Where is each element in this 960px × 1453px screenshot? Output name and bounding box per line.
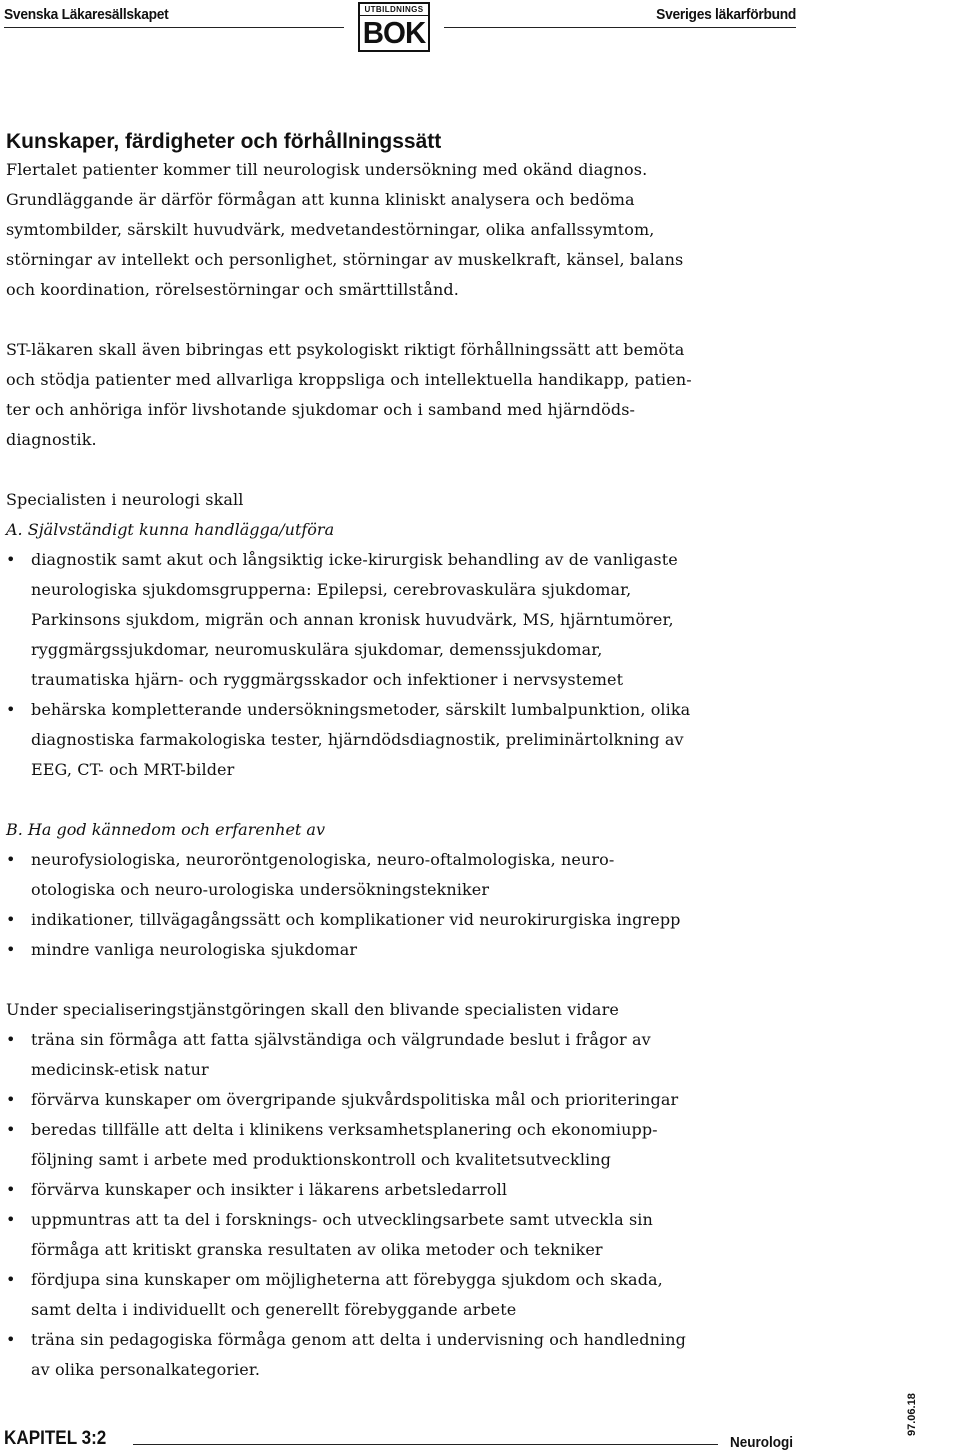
header-organization-right: Sveriges läkarförbund xyxy=(656,6,796,23)
attitude-line: ter och anhöriga inför livshotande sjukdomar och i samband med hjärndöds- xyxy=(6,400,636,419)
list-item xyxy=(6,1175,796,1205)
list-item-line: • förvärva kunskaper och insikter i läkarens arbetsledarroll xyxy=(31,1180,508,1199)
further-intro: Under specialiseringstjänstgöringen skall den blivande specialisten vidare xyxy=(6,1000,619,1019)
logo-main-text: BOK xyxy=(362,15,426,50)
specialist-intro: Specialisten i neurologi skall xyxy=(6,490,244,509)
document-body xyxy=(6,129,796,1385)
intro-line: Grundläggande är därför förmågan att kunna kliniskt analysera och bedöma xyxy=(6,190,635,209)
list-item-line: otologiska och neuro-urologiska undersökningstekniker xyxy=(31,880,490,899)
attitude-line: och stödja patienter med allvarliga kroppsliga och intellektuella handikapp, patien- xyxy=(6,370,692,389)
intro-paragraph xyxy=(6,155,796,305)
list-item-line: • förvärva kunskaper om övergripande sjukvårdspolitiska mål och prioriteringar xyxy=(31,1090,679,1109)
list-item-line: • diagnostik samt akut och långsiktig icke-kirurgisk behandling av de vanligaste xyxy=(31,550,678,569)
list-item-line: • träna sin pedagogiska förmåga genom att delta i undervisning och handledning xyxy=(31,1330,686,1349)
list-item-line: • uppmuntras att ta del i forsknings- och utvecklingsarbete samt utveckla sin xyxy=(31,1210,653,1229)
part-a-list xyxy=(6,545,796,785)
list-item xyxy=(6,695,796,785)
list-item-line: av olika personalkategorier. xyxy=(31,1360,261,1379)
list-item-line: • indikationer, tillvägagångssätt och komplikationer vid neurokirurgiska ingrepp xyxy=(31,910,681,929)
list-item-line: följning samt i arbete med produktionskontroll och kvalitetsutveckling xyxy=(31,1150,612,1169)
footer-chapter: KAPITEL 3:2 xyxy=(4,1428,107,1449)
part-b-list xyxy=(6,845,796,965)
list-item xyxy=(6,545,796,695)
intro-line: Flertalet patienter kommer till neurologisk undersökning med okänd diagnos. xyxy=(6,160,648,179)
part-a-heading: A. Självständigt kunna handlägga/utföra xyxy=(6,520,335,539)
list-item xyxy=(6,1205,796,1265)
section-heading: Kunskaper, färdigheter och förhållningssätt xyxy=(6,130,442,153)
list-item xyxy=(6,905,796,935)
list-item xyxy=(6,1025,796,1085)
attitude-line: ST-läkaren skall även bibringas ett psykologiskt riktigt förhållningssätt att bemöta xyxy=(6,340,685,359)
attitude-line: diagnostik. xyxy=(6,430,97,449)
list-item xyxy=(6,1115,796,1175)
logo-top-text: UTBILDNINGS xyxy=(360,4,428,16)
list-item xyxy=(6,1085,796,1115)
list-item-line: traumatiska hjärn- och ryggmärgsskador och infektioner i nervsystemet xyxy=(31,670,624,689)
list-item-line: förmåga att kritiskt granska resultaten av olika metoder och tekniker xyxy=(31,1240,603,1259)
utbildningsbok-logo xyxy=(358,2,430,52)
list-item-line: • neurofysiologiska, neuroröntgenologiska, neuro-oftalmologiska, neuro- xyxy=(31,850,615,869)
header-rule-left xyxy=(4,27,344,28)
further-list xyxy=(6,1025,796,1385)
footer-date: 97.06.18 xyxy=(906,1393,918,1436)
list-item-line: samt delta i individuellt och generellt förebyggande arbete xyxy=(31,1300,517,1319)
part-b-heading: B. Ha god kännedom och erfarenhet av xyxy=(6,820,326,839)
footer-rule xyxy=(133,1444,718,1445)
list-item-line: • behärska kompletterande undersökningsmetoder, särskilt lumbalpunktion, olika xyxy=(31,700,691,719)
list-item-line: Parkinsons sjukdom, migrän och annan kronisk huvudvärk, MS, hjärntumörer, xyxy=(31,610,674,629)
list-item xyxy=(6,935,796,965)
list-item-line: • beredas tillfälle att delta i klinikens verksamhetsplanering och ekonomiupp- xyxy=(31,1120,658,1139)
intro-line: symtombilder, särskilt huvudvärk, medvetandestörningar, olika anfallssymtom, xyxy=(6,220,655,239)
list-item xyxy=(6,1265,796,1325)
intro-line: och koordination, rörelsestörningar och smärttillstånd. xyxy=(6,280,459,299)
header-rule-right xyxy=(444,27,796,28)
attitude-paragraph xyxy=(6,335,796,455)
list-item-line: EEG, CT- och MRT-bilder xyxy=(31,760,235,779)
list-item xyxy=(6,845,796,905)
footer-subject: Neurologi xyxy=(730,1434,793,1451)
list-item-line: diagnostiska farmakologiska tester, hjärndödsdiagnostik, preliminärtolkning av xyxy=(31,730,684,749)
intro-line: störningar av intellekt och personlighet, störningar av muskelkraft, känsel, balans xyxy=(6,250,684,269)
list-item-line: ryggmärgssjukdomar, neuromuskulära sjukdomar, demenssjukdomar, xyxy=(31,640,603,659)
list-item-line: neurologiska sjukdomsgrupperna: Epilepsi, cerebrovaskulära sjukdomar, xyxy=(31,580,632,599)
list-item-line: medicinsk-etisk natur xyxy=(31,1060,209,1079)
list-item-line: • mindre vanliga neurologiska sjukdomar xyxy=(31,940,358,959)
list-item xyxy=(6,1325,796,1385)
header-organization-left: Svenska Läkaresällskapet xyxy=(4,6,169,23)
list-item-line: • fördjupa sina kunskaper om möjligheterna att förebygga sjukdom och skada, xyxy=(31,1270,663,1289)
list-item-line: • träna sin förmåga att fatta självständiga och välgrundade beslut i frågor av xyxy=(31,1030,651,1049)
